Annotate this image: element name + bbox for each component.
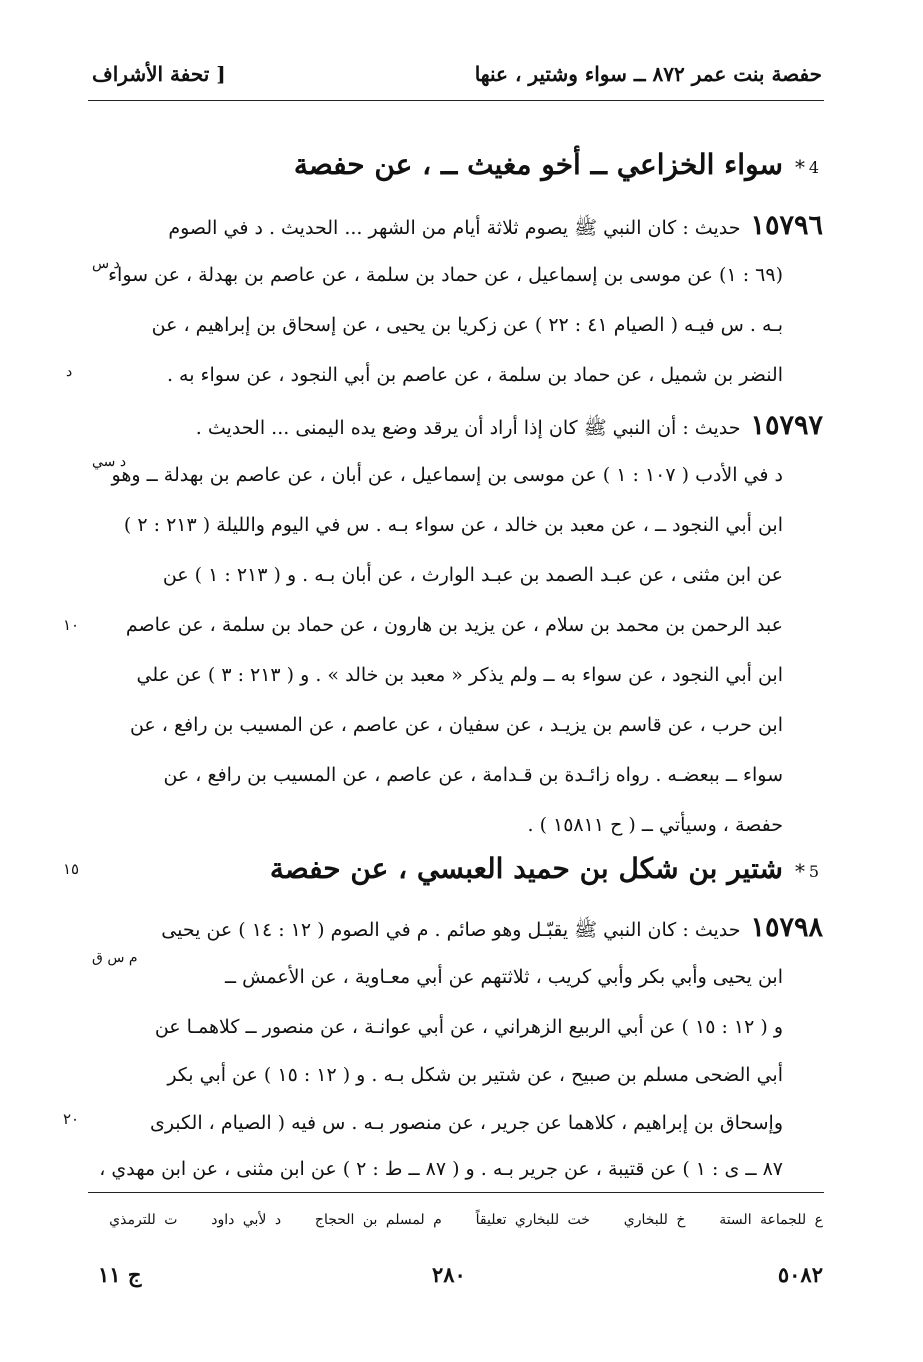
hadith-text: حديث : أن النبي ﷺ كان إذا أراد أن يرقد وضع يده اليمنى ... الحديث . — [195, 417, 741, 439]
hadith-text: حديث : كان النبي ﷺ يصوم ثلاثة أيام من الشهر ... الحديث . د في الصوم — [168, 217, 741, 239]
section-4-star-icon: * — [795, 155, 805, 179]
footnote-item: ت للترمذي — [109, 1212, 178, 1228]
hadith-15796-line-3: بـه . س فيـه ( الصيام ٤١ : ٢٢ ) عن زكريا بن يحيى ، عن إسحاق بن إبراهيم ، عن — [151, 314, 783, 336]
side-code: د — [66, 364, 73, 380]
section-4-title: سواء الخزاعي ــ أخو مغيث ــ ، عن حفصة — [293, 148, 783, 181]
running-header — [92, 62, 822, 98]
section-5-title: شتير بن شكل بن حميد العبسي ، عن حفصة — [269, 852, 783, 885]
section-5-number: 5 — [808, 862, 819, 881]
footnote-item: د لأبي داود — [211, 1212, 282, 1228]
hadith-15796-line-1 — [103, 212, 823, 239]
side-code: م س ق — [92, 950, 138, 966]
footnote-item: م لمسلم بن الحجاج — [314, 1212, 442, 1228]
header-left-title: [ تحفة الأشراف — [92, 62, 226, 86]
hadith-15797-line-1 — [103, 412, 823, 439]
footnote-item: خت للبخاري تعليقاً — [475, 1212, 590, 1228]
header-rule — [88, 100, 824, 101]
hadith-15796-line-4: النضر بن شميل ، عن حماد بن سلمة ، عن عاصم بن أبي النجود ، عن سواء به . — [166, 364, 783, 386]
hadith-15796-number: ١٥٧٩٦ — [750, 210, 823, 241]
hadith-15797-line-7: ابن حرب ، عن قاسم بن يزيـد ، عن سفيان ، عن عاصم ، عن المسيب بن رافع ، عن — [129, 714, 783, 736]
footnote-rule — [88, 1192, 824, 1193]
hadith-text: حديث : كان النبي ﷺ يقبّـل وهو صائم . م في الصوم ( ١٢ : ١٤ ) عن يحيى — [161, 919, 741, 941]
header-right-title: حفصة بنت عمر ٨٧٢ ــ سواء وشتير ، عنها — [474, 62, 822, 86]
hadith-15797-line-8: سواء ــ ببعضـه . رواه زائـدة بن قـدامة ، عن عاصم ، عن المسيب بن رافع ، عن — [163, 764, 783, 786]
hadith-15797-line-3: ابن أبي النجود ــ ، عن معبد بن خالد ، عن سواء بـه . س في اليوم والليلة ( ٢١٣ : ٢ ) — [123, 514, 783, 536]
page-number: ٢٨٠ — [432, 1262, 466, 1287]
margin-line-number: ١٥ — [63, 860, 80, 878]
footnote-item: خ للبخاري — [623, 1212, 686, 1228]
margin-line-number: ١٠ — [63, 616, 80, 634]
hadith-15797-line-4: عن ابن مثنى ، عن عبـد الصمد بن عبـد الوارث ، عن أبان بـه . و ( ٢١٣ : ١ ) عن — [162, 564, 783, 586]
side-code: د سي — [92, 454, 127, 470]
hadith-15798-number: ١٥٧٩٨ — [750, 912, 823, 943]
hadith-15798-line-5: وإسحاق بن إبراهيم ، كلاهما عن جرير ، عن منصور بـه . س فيه ( الصيام ، الكبرى — [149, 1112, 783, 1134]
running-count: ٥٠٨٢ — [777, 1262, 823, 1287]
volume-number: ج ١١ — [98, 1262, 142, 1287]
hadith-15798-line-2: ابن يحيى وأبي بكر وأبي كريب ، ثلاثتهم عن أبي معـاوية ، عن الأعمش ــ — [224, 966, 783, 988]
hadith-15798-line-6: ٨٧ ــ ى : ١ ) عن قتيبة ، عن جرير بـه . و ( ٨٧ ــ ط : ٢ ) عن ابن مثنى ، عن ابن مهدي ، — [99, 1158, 783, 1180]
hadith-15797-line-5: عبد الرحمن بن محمد بن سلام ، عن يزيد بن هارون ، عن حماد بن سلمة ، عن عاصم — [125, 614, 783, 636]
hadith-15798-line-3: و ( ١٢ : ١٥ ) عن أبي الربيع الزهراني ، عن أبي عوانـة ، عن منصور ــ كلاهمـا عن — [154, 1016, 783, 1038]
footnote-abbreviations — [103, 1212, 823, 1228]
section-5-star-icon: * — [795, 859, 805, 883]
hadith-15797-line-2: د في الأدب ( ١٠٧ : ١ ) عن موسى بن إسماعيل ، عن أبان ، عن عاصم بن بهدلة ــ وهو — [111, 464, 783, 486]
hadith-15798-line-4: أبي الضحى مسلم بن صبيح ، عن شتير بن شكل بـه . و ( ١٢ : ١٥ ) عن أبي بكر — [167, 1064, 783, 1086]
hadith-15798-line-1 — [103, 914, 823, 941]
hadith-15796-line-2: (٦٩ : ١) عن موسى بن إسماعيل ، عن حماد بن سلمة ، عن عاصم بن بهدلة ، عن سواء — [108, 264, 783, 286]
section-4-number: 4 — [808, 158, 819, 177]
footnote-item: ع للجماعة الستة — [719, 1212, 823, 1228]
hadith-15797-line-6: ابن أبي النجود ، عن سواء به ــ ولم يذكر « معبد بن خالد » . و ( ٢١٣ : ٣ ) عن علي — [136, 664, 783, 686]
side-code: د س — [92, 256, 120, 272]
hadith-15797-number: ١٥٧٩٧ — [750, 410, 823, 441]
hadith-15797-line-9: حفصة ، وسيأتي ــ ( ح ١٥٨١١ ) . — [527, 814, 783, 836]
margin-line-number: ٢٠ — [63, 1110, 80, 1128]
